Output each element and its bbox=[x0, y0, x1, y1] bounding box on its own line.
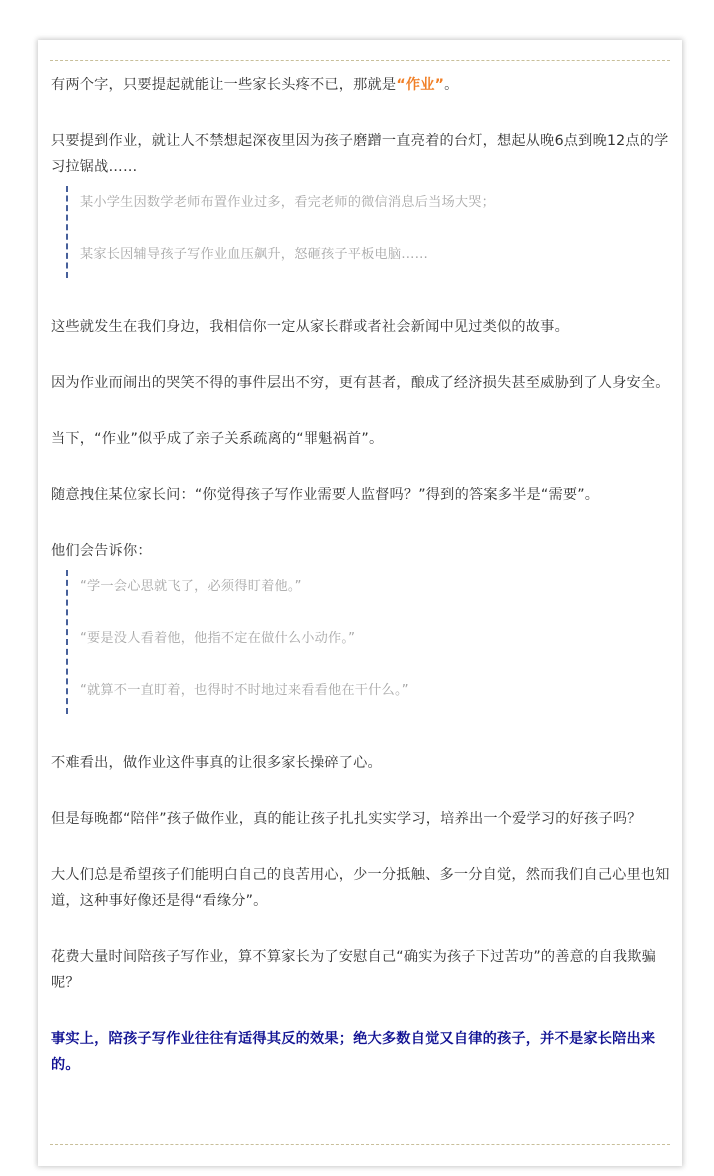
paragraph-4: 因为作业而闹出的哭笑不得的事件层出不穷，更有甚者，酿成了经济损失甚至威胁到了人身安全。 bbox=[51, 375, 670, 391]
paragraph-1 bbox=[51, 72, 671, 98]
quote-2-line-3: “就算不一直盯着，也得时不时地过来看看他在干什么。” bbox=[80, 683, 409, 698]
paragraph-2: 只要提到作业，就让人不禁想起深夜里因为孩子磨蹭一直亮着的台灯，想起从晚6点到晚12点的学习拉锯战…… bbox=[51, 133, 669, 175]
paragraph-1-end: 。 bbox=[444, 77, 459, 93]
paragraph-3: 这些就发生在我们身边，我相信你一定从家长群或者社会新闻中见过类似的故事。 bbox=[51, 319, 569, 335]
paragraph-7: 他们会告诉你： bbox=[51, 543, 152, 559]
conclusion-paragraph: 事实上，陪孩子写作业往往有适得其反的效果；绝大多数自觉又自律的孩子，并不是家长陪出来的。 bbox=[51, 1031, 656, 1073]
quote-2-line-1: “学一会心思就飞了，必须得盯着他。” bbox=[80, 579, 302, 594]
top-divider bbox=[50, 60, 670, 61]
paragraph-8: 不难看出，做作业这件事真的让很多家长操碎了心。 bbox=[51, 755, 382, 771]
quote-1-line-2: 某家长因辅导孩子写作业血压飙升，怒砸孩子平板电脑…… bbox=[80, 247, 429, 262]
article-card bbox=[38, 40, 682, 1166]
paragraph-6: 随意拽住某位家长问：“你觉得孩子写作业需要人监督吗？”得到的答案多半是“需要”。 bbox=[51, 487, 600, 503]
blockquote-2 bbox=[66, 570, 671, 714]
paragraph-10: 大人们总是希望孩子们能明白自己的良苦用心，少一分抵触、多一分自觉，然而我们自己心里也知道，这种事好像还是得“看缘分”。 bbox=[51, 867, 670, 909]
quote-1-line-1: 某小学生因数学老师布置作业过多，看完老师的微信消息后当场大哭； bbox=[80, 195, 496, 210]
highlight-homework: “作业” bbox=[396, 77, 445, 93]
bottom-divider bbox=[50, 1144, 670, 1145]
article-body bbox=[51, 72, 671, 1078]
paragraph-5: 当下，“作业”似乎成了亲子关系疏离的“罪魁祸首”。 bbox=[51, 431, 384, 447]
paragraph-9: 但是每晚都“陪伴”孩子做作业，真的能让孩子扎扎实实学习，培养出一个爱学习的好孩子吗？ bbox=[51, 811, 642, 827]
paragraph-1-text: 有两个字，只要提起就能让一些家长头疼不已，那就是 bbox=[51, 77, 397, 93]
blockquote-1 bbox=[66, 186, 671, 278]
paragraph-11: 花费大量时间陪孩子写作业，算不算家长为了安慰自己“确实为孩子下过苦功”的善意的自我欺骗呢？ bbox=[51, 949, 656, 991]
quote-2-line-2: “要是没人看着他，他指不定在做什么小动作。” bbox=[80, 631, 356, 646]
